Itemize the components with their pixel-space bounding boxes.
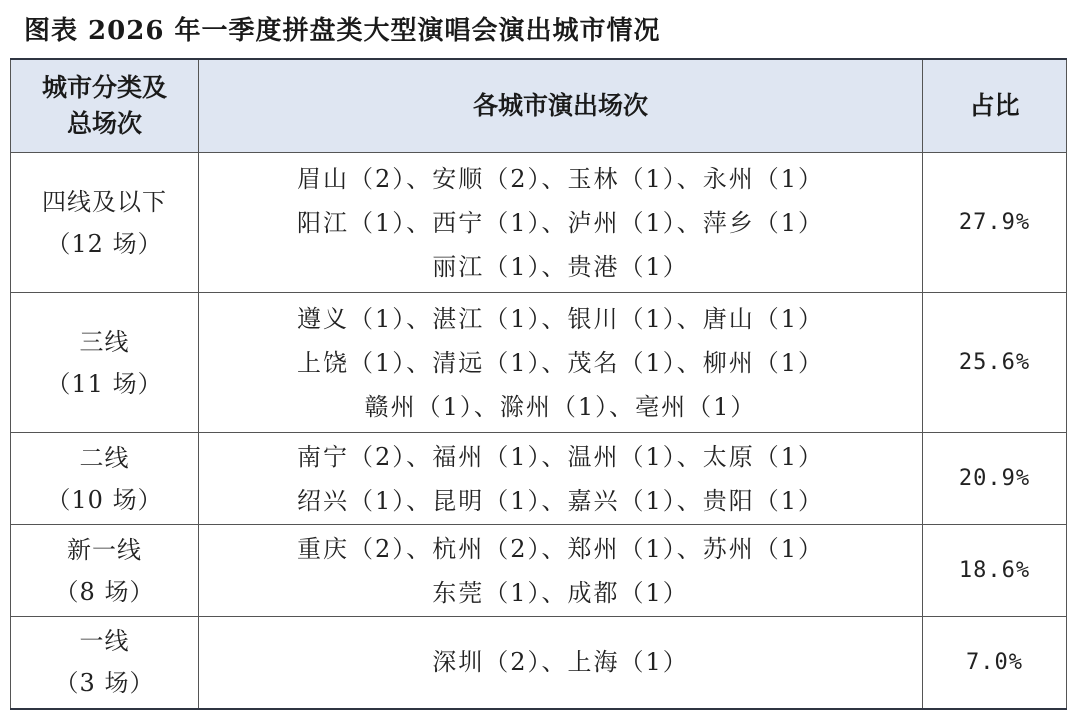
category-count: （12 场） xyxy=(46,229,163,258)
header-cities: 各城市演出场次 xyxy=(199,59,923,153)
category-count: （11 场） xyxy=(46,369,163,398)
city-line: 东莞（1）、成都（1） xyxy=(432,578,689,607)
category-cell xyxy=(11,617,199,709)
category-cell xyxy=(11,153,199,293)
concert-cities-table xyxy=(10,58,1067,710)
share-cell: 20.9% xyxy=(923,433,1067,525)
category-name: 新一线 xyxy=(67,535,142,564)
category-cell xyxy=(11,293,199,433)
category-name: 二线 xyxy=(79,443,130,472)
city-line: 绍兴（1）、昆明（1）、嘉兴（1）、贵阳（1） xyxy=(296,486,825,515)
table-row xyxy=(11,617,1067,709)
cities-cell xyxy=(199,525,923,617)
cities-cell xyxy=(199,153,923,293)
table-row xyxy=(11,525,1067,617)
header-row xyxy=(11,59,1067,153)
city-line: 深圳（2）、上海（1） xyxy=(432,648,689,677)
cities-cell xyxy=(199,617,923,709)
figure-title: 图表 2026 年一季度拼盘类大型演唱会演出城市情况 xyxy=(24,16,661,46)
category-name: 一线 xyxy=(79,627,130,656)
concert-cities-table-container xyxy=(10,58,1066,710)
city-line: 阳江（1）、西宁（1）、泸州（1）、萍乡（1） xyxy=(296,208,825,237)
header-share: 占比 xyxy=(923,59,1067,153)
share-cell: 27.9% xyxy=(923,153,1067,293)
city-line: 遵义（1）、湛江（1）、银川（1）、唐山（1） xyxy=(296,304,825,333)
cities-cell xyxy=(199,433,923,525)
category-name: 四线及以下 xyxy=(42,187,167,216)
table-row xyxy=(11,433,1067,525)
category-cell xyxy=(11,433,199,525)
table-row xyxy=(11,293,1067,433)
table-row xyxy=(11,153,1067,293)
share-cell: 25.6% xyxy=(923,293,1067,433)
city-line: 上饶（1）、清远（1）、茂名（1）、柳州（1） xyxy=(296,348,825,377)
city-line: 丽江（1）、贵港（1） xyxy=(432,252,689,281)
share-cell: 7.0% xyxy=(923,617,1067,709)
city-line: 重庆（2）、杭州（2）、郑州（1）、苏州（1） xyxy=(296,534,825,563)
category-count: （8 场） xyxy=(54,577,155,606)
category-cell xyxy=(11,525,199,617)
category-count: （3 场） xyxy=(54,669,155,698)
category-name: 三线 xyxy=(79,327,130,356)
share-cell: 18.6% xyxy=(923,525,1067,617)
cities-cell xyxy=(199,293,923,433)
city-line: 眉山（2）、安顺（2）、玉林（1）、永州（1） xyxy=(296,164,825,193)
city-line: 赣州（1）、滁州（1）、亳州（1） xyxy=(364,392,757,421)
header-category: 城市分类及总场次 xyxy=(11,59,199,153)
category-count: （10 场） xyxy=(46,485,163,514)
city-line: 南宁（2）、福州（1）、温州（1）、太原（1） xyxy=(296,442,825,471)
